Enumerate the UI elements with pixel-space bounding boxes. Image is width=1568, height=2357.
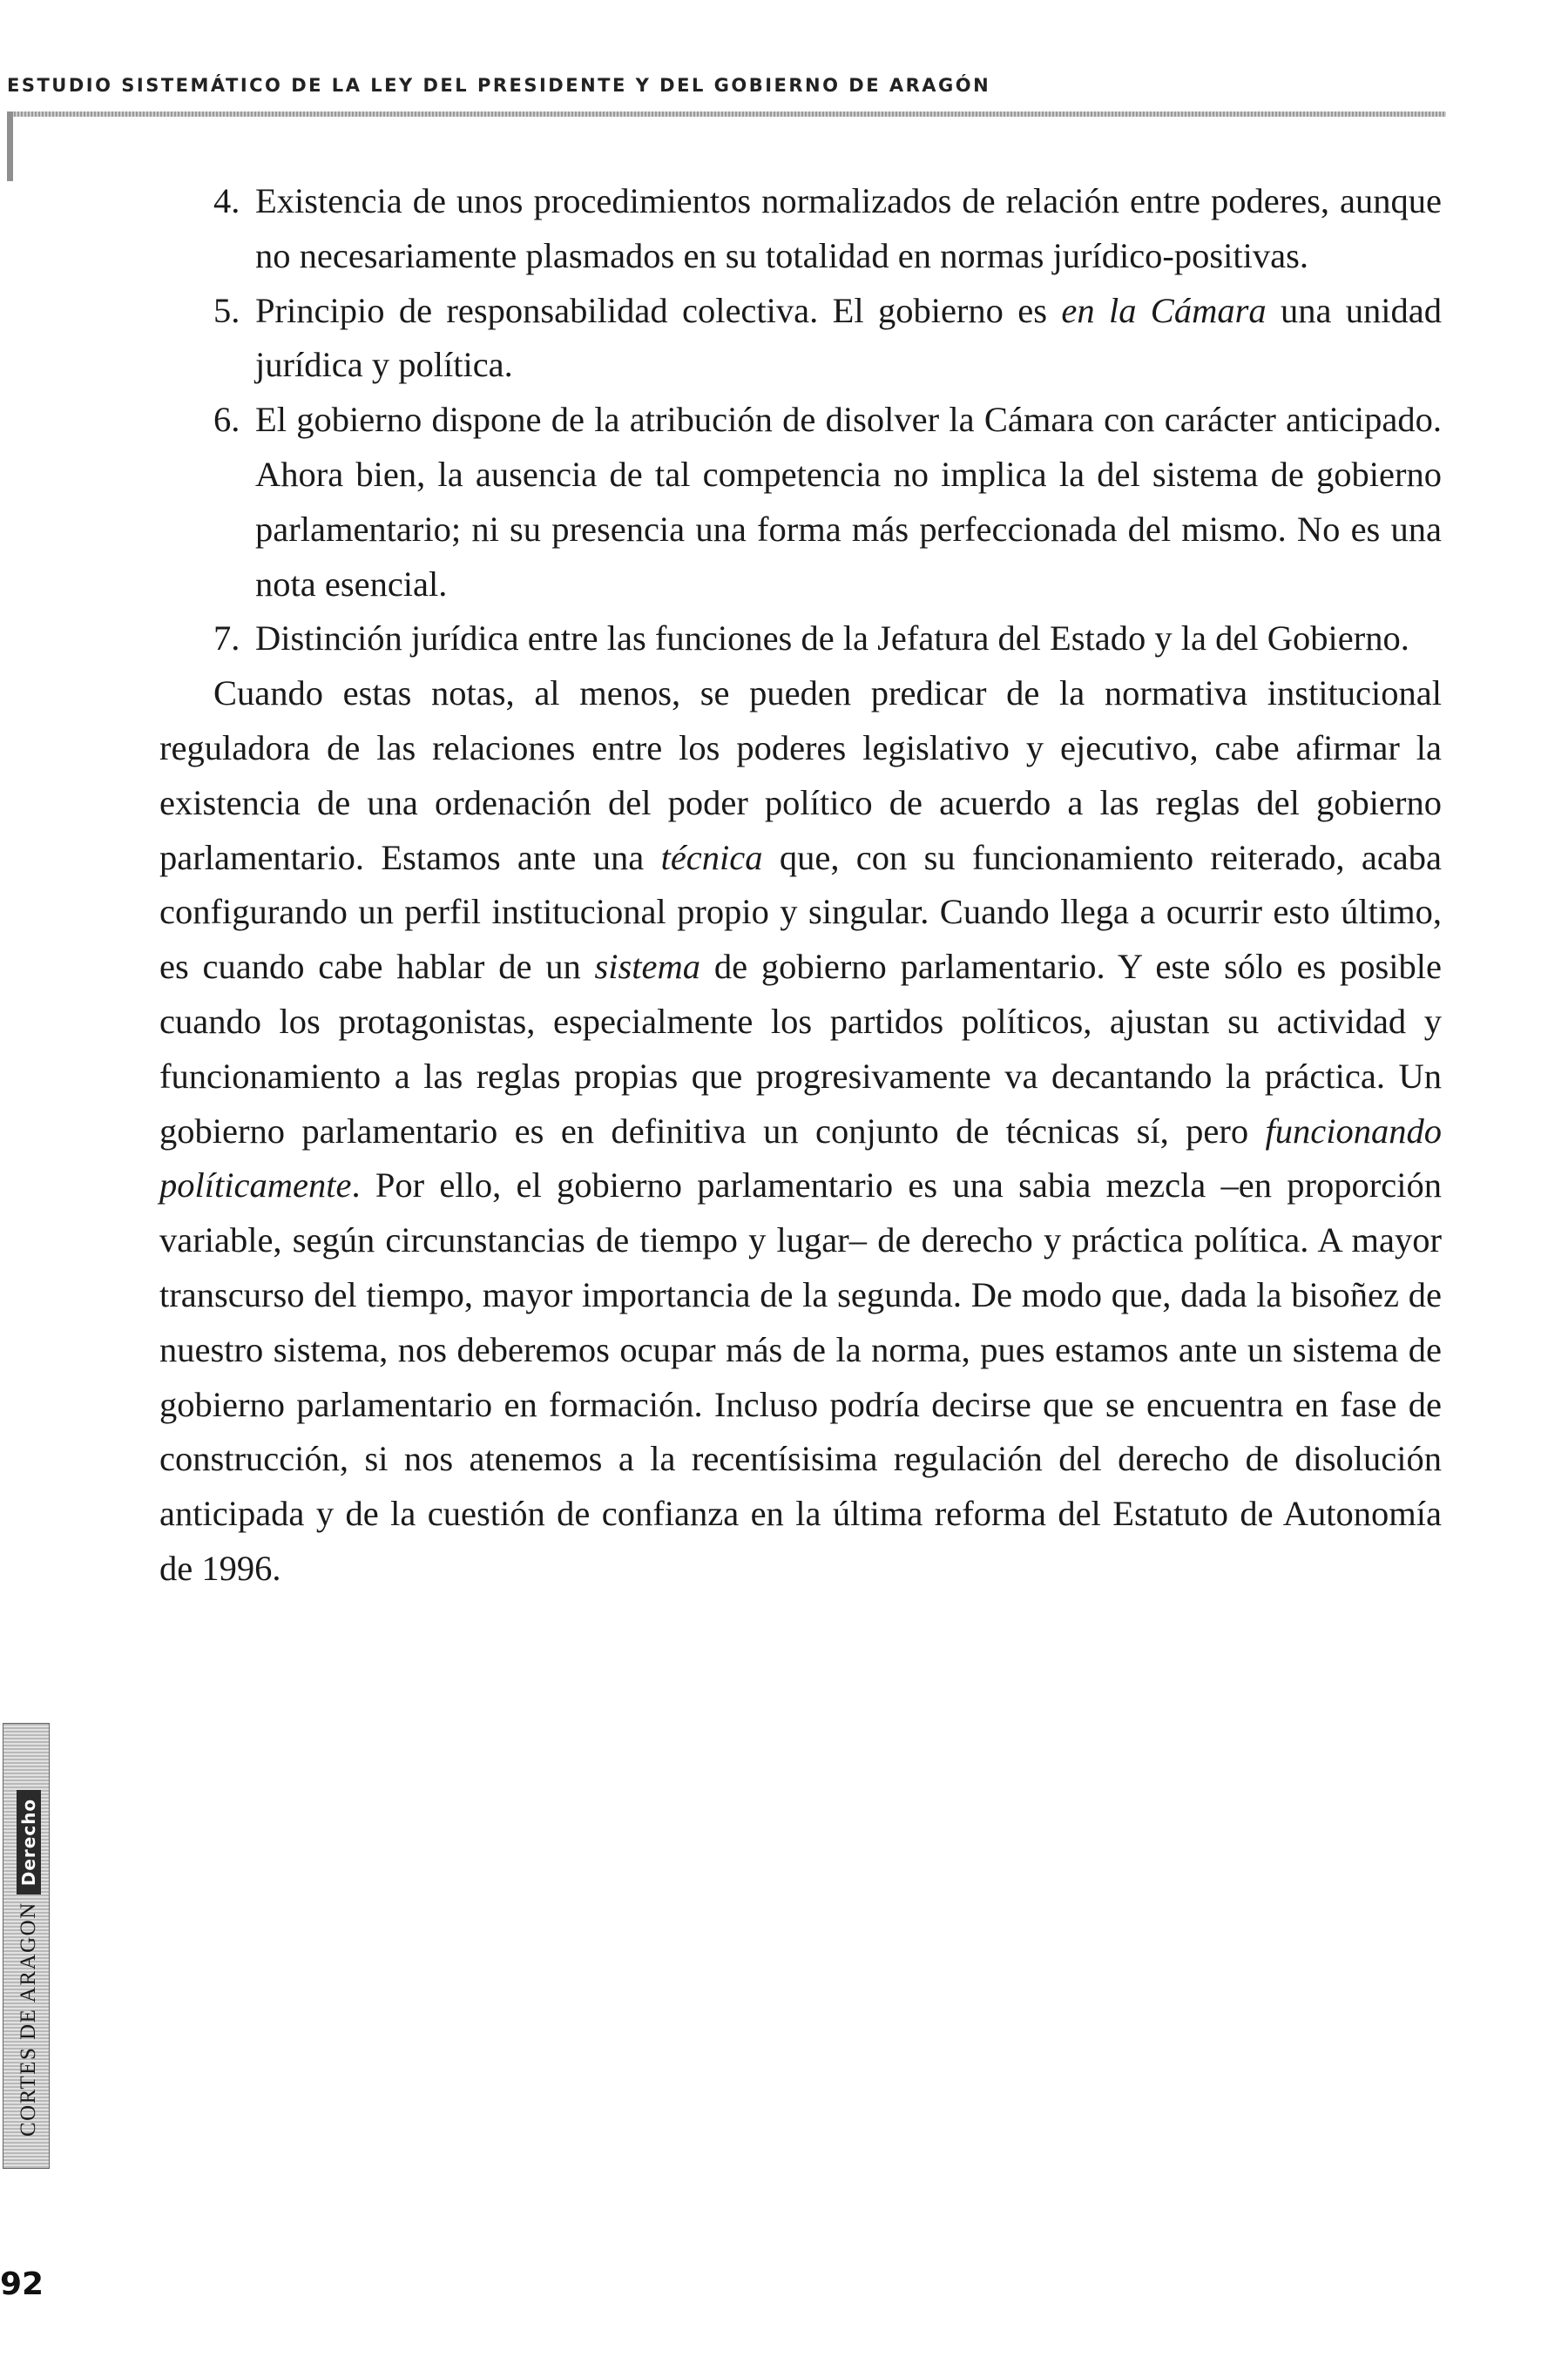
running-head: ESTUDIO SISTEMÁTICO DE LA LEY DEL PRESIDENTE Y DEL GOBIERNO DE ARAGÓN xyxy=(7,75,991,96)
body-text xyxy=(159,174,1442,1597)
list-number: 4. xyxy=(213,181,240,220)
header-rule-corner xyxy=(7,111,13,181)
paragraph-text: que, con su funcionamiento reiterado, acaba configurando un perfil institucional propio y singular. Cuando llega a ocurrir esto último, es cuando cabe hablar de un xyxy=(159,837,1442,987)
list-text: Distinción jurídica entre las funciones de la Jefatura del Estado y la del Gobierno. xyxy=(255,618,1409,658)
list-text: Principio de responsabilidad colectiva. El gobierno es xyxy=(255,290,1062,330)
series-badge: Derecho xyxy=(17,1790,41,1894)
list-item-5 xyxy=(159,284,1442,394)
list-text-italic: en la Cámara xyxy=(1061,290,1267,330)
list-item-6 xyxy=(159,393,1442,611)
list-text: Existencia de unos procedimientos normalizados de relación entre poderes, aunque no necesariamente plasmados en su totalidad en normas jurídico-positivas. xyxy=(255,181,1442,275)
list-item-7 xyxy=(159,611,1442,666)
paragraph-text: . Por ello, el gobierno parlamentario es una sabia mezcla –en proporción variable, según circunstancias de tiempo y lugar– de derecho y práctica política. A mayor transcurso del tiempo, mayor importancia de la segunda. De modo que, dada la bisoñez de nuestro sistema, nos deberemos ocupar más de la norma, pues estamos ante un sistema de gobierno parlamentario en formación. Incluso podría decirse que se encuentra en fase de construcción, si nos atenemos a la recentísisima regulación del derecho de disolución anticipada y de la cuestión de confianza en la última reforma del Estatuto de Autonomía de 1996. xyxy=(159,1165,1442,1588)
list-text: una unidad jurídica y política. xyxy=(255,290,1443,385)
list-item-4 xyxy=(159,174,1442,284)
list-number: 7. xyxy=(213,618,240,658)
side-strip-label xyxy=(17,1790,41,2137)
list-number: 5. xyxy=(213,290,240,330)
paragraph-text: de gobierno parlamentario. Y este sólo es posible cuando los protagonistas, especialmente los partidos políticos, ajustan su actividad y funcionamiento a las reglas propias que progresivamente va decantando la práctica. Un gobierno parlamentario es en definitiva un conjunto de técnicas sí, pero xyxy=(159,947,1442,1151)
numbered-list xyxy=(159,174,1442,666)
header-rule xyxy=(7,111,1446,117)
publisher-label: CORTES DE ARAGON xyxy=(17,1901,40,2137)
page-number: 92 xyxy=(0,2266,44,2302)
paragraph-italic: sistema xyxy=(594,947,701,987)
paragraph-italic: técnica xyxy=(660,837,763,877)
paragraph-italic: funcionando políticamente xyxy=(159,1111,1442,1206)
body-paragraph xyxy=(159,666,1442,1597)
list-text: El gobierno dispone de la atribución de disolver la Cámara con carácter anticipado. Ahora bien, la ausencia de tal competencia no implica la del sistema de gobierno parlamentario; ni su presencia una forma más perfeccionada del mismo. No es una nota esencial. xyxy=(255,400,1442,604)
side-strip xyxy=(3,1723,50,2169)
list-number: 6. xyxy=(213,400,240,440)
paragraph-text: Cuando estas notas, al menos, se pueden predicar de la normativa institucional reguladora de las relaciones entre los poderes legislativo y ejecutivo, cabe afirmar la existencia de una ordenación del poder político de acuerdo a las reglas del gobierno parlamentario. Estamos ante una xyxy=(159,673,1442,877)
